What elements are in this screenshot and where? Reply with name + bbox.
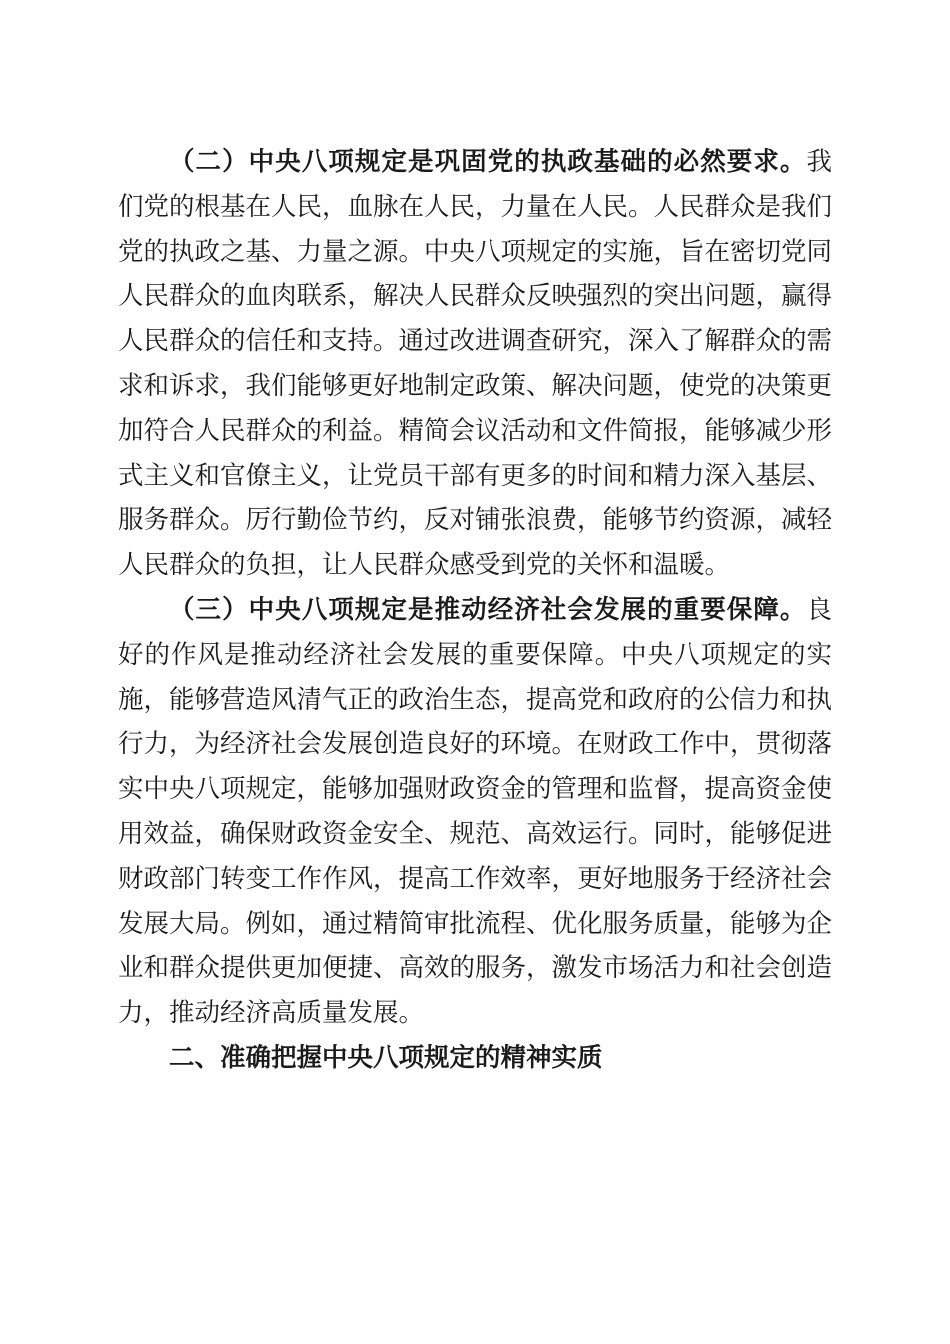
paragraph-lead: （二）中央八项规定是巩固党的执政基础的必然要求。 (169, 147, 807, 177)
document-page (118, 140, 832, 1081)
paragraph-body: 我们党的根基在人民，血脉在人民，力量在人民。人民群众是我们党的执政之基、力量之源。中央八项规定的实施，旨在密切党同人民群众的血肉联系，解决人民群众反映强烈的突出问题，赢得人民群众的信任和支持。通过改进调查研究，深入了解群众的需求和诉求，我们能够更好地制定政策、解决问题，使党的决策更加符合人民群众的利益。精简会议活动和文件简报，能够减少形式主义和官僚主义，让党员干部有更多的时间和精力深入基层、服务群众。厉行勤俭节约，反对铺张浪费，能够节约资源，减轻人民群众的负担，让人民群众感受到党的关怀和温暖。 (118, 147, 833, 581)
paragraph-lead: （三）中央八项规定是推动经济社会发展的重要保障。 (169, 594, 807, 625)
paragraph-3 (118, 588, 832, 1036)
paragraph-2 (118, 140, 832, 588)
paragraph-body: 良好的作风是推动经济社会发展的重要保障。中央八项规定的实施，能够营造风清气正的政治生态，提高党和政府的公信力和执行力，为经济社会发展创造良好的环境。在财政工作中，贯彻落实中央八项规定，能够加强财政资金的管理和监督，提高资金使用效益，确保财政资金安全、规范、高效运行。同时，能够促进财政部门转变工作作风，提高工作效率，更好地服务于经济社会发展大局。例如，通过精简审批流程、优化服务质量，能够为企业和群众提供更加便捷、高效的服务，激发市场活力和社会创造力，推动经济高质量发展。 (118, 594, 833, 1029)
section-heading: 二、准确把握中央八项规定的精神实质 (169, 1042, 603, 1073)
